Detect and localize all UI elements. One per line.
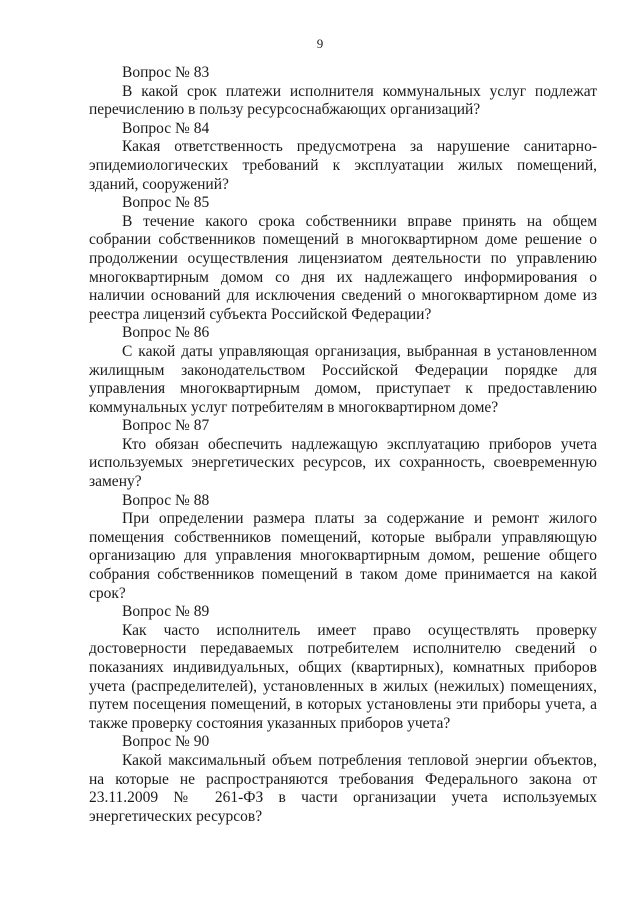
question-list: [89, 64, 597, 826]
page-number: 9: [316, 36, 324, 51]
question-text: Какой максимальный объем потребления тепловой энергии объектов, на которые не распространяются требования Федерального закона от 23.11.2009 № 261-ФЗ в части организации учета используемых энергетических ресурсов?: [89, 751, 597, 825]
question-heading: Вопрос № 83: [122, 64, 210, 81]
question-text: В течение какого срока собственники вправе принять на общем собрании собственников помещений в многоквартирном доме решение о продолжении осуществления лицензиатом деятельности по управлению многоквартирным домом со дня их надлежащего информирования о наличии оснований для исключения сведений о многоквартирном доме из реестра лицензий субъекта Российской Федерации?: [89, 212, 597, 323]
question-heading: Вопрос № 88: [122, 491, 210, 509]
question-heading: Вопрос № 90: [122, 733, 210, 751]
question-88: [89, 492, 597, 604]
question-text: При определении размера платы за содержание и ремонт жилого помещения собственников помещений, которые выбрали управляющую организацию для управления многоквартирным домом, решение общего собрания собственников помещений в таком доме принимается на какой срок?: [89, 510, 597, 602]
question-85: [89, 194, 597, 324]
question-text: Кто обязан обеспечить надлежащую эксплуатацию приборов учета используемых энергетических ресурсов, их сохранность, своевременную замену?: [89, 435, 597, 491]
question-heading: Вопрос № 87: [122, 417, 210, 435]
question-text: В какой срок платежи исполнителя коммунальных услуг подлежат перечислению в пользу ресурсоснабжающих организаций?: [89, 82, 597, 119]
question-text: Какая ответственность предусмотрена за нарушение санитарно-эпидемиологических требований к эксплуатации жилых помещений, зданий, сооружений?: [89, 138, 597, 193]
question-89: [89, 603, 597, 733]
question-83: [89, 64, 597, 120]
question-heading: Вопрос № 84: [122, 119, 210, 137]
question-87: [89, 417, 597, 491]
question-86: [89, 324, 597, 417]
question-text: Как часто исполнитель имеет право осуществлять проверку достоверности передаваемых потребителем исполнителю сведений о показаниях индивидуальных, общих (квартирных), комнатных приборов учета (распределителей), установленных в жилых (нежилых) помещениях, путем посещения помещений, в которых установлены эти приборы учета, а также проверку состояния указанных приборов учета?: [89, 621, 597, 732]
question-heading: Вопрос № 89: [122, 603, 210, 621]
question-heading: Вопрос № 86: [122, 324, 210, 342]
question-text: С какой даты управляющая организация, выбранная в установленном жилищным законодательством Российской Федерации порядке для управления многоквартирным домом, приступает к предоставлению коммунальных услуг потребителям в многоквартирном доме?: [89, 342, 597, 416]
question-84: [89, 120, 597, 194]
question-90: [89, 733, 597, 826]
question-heading: Вопрос № 85: [122, 194, 210, 212]
